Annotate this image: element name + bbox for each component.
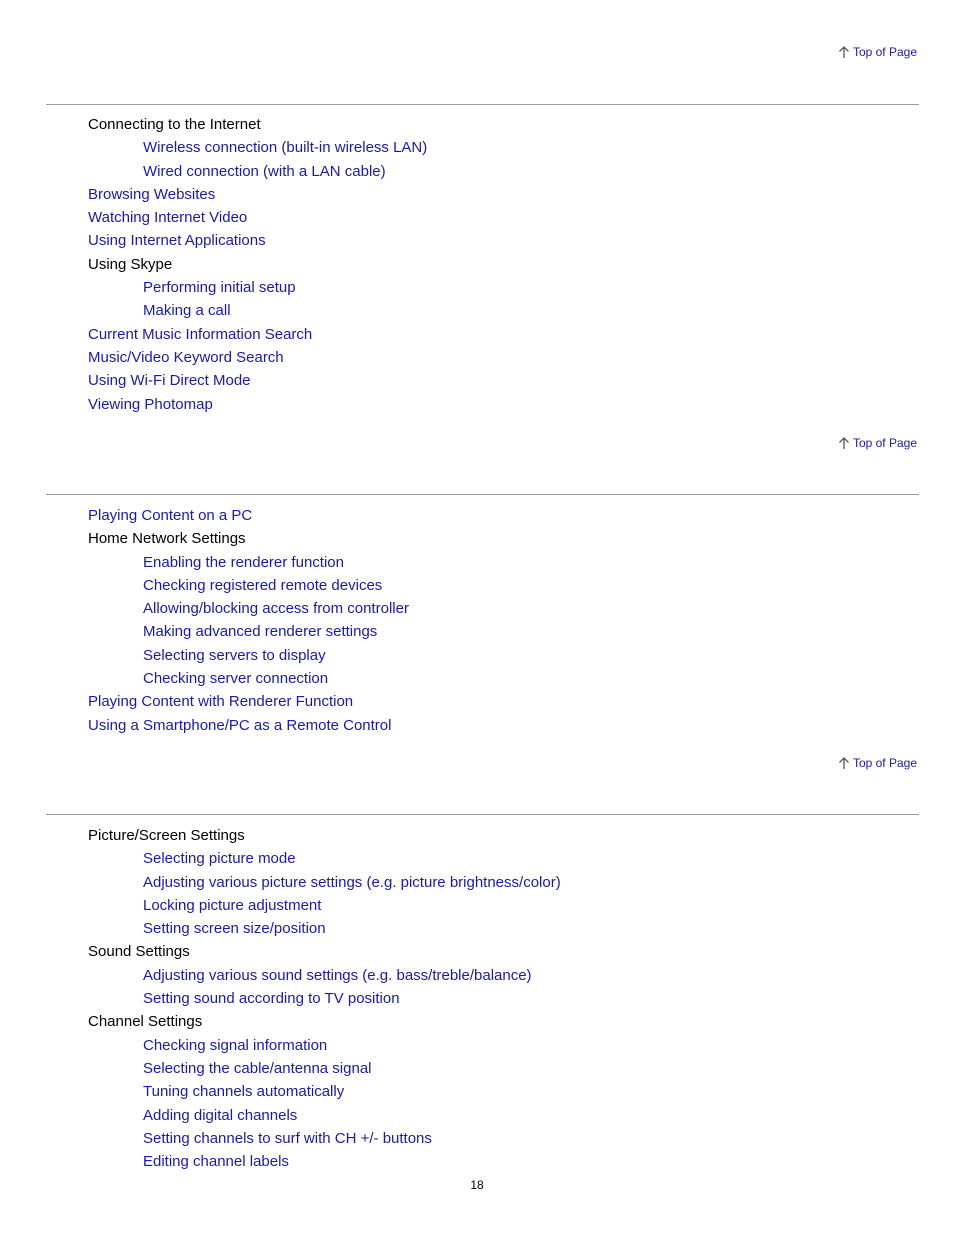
toc-link[interactable]: Setting screen size/position [143, 920, 326, 938]
top-of-page-link-1[interactable] [838, 45, 917, 59]
arrow-up-icon [838, 436, 850, 450]
toc-heading: Sound Settings [88, 943, 190, 961]
toc-link[interactable]: Tuning channels automatically [143, 1083, 345, 1101]
toc-link[interactable]: Performing initial setup [143, 279, 296, 297]
toc-link[interactable]: Music/Video Keyword Search [88, 348, 284, 366]
toc-link[interactable]: Setting sound according to TV position [143, 990, 400, 1008]
toc-link[interactable]: Using Internet Applications [88, 232, 266, 250]
toc-link[interactable]: Selecting servers to display [143, 646, 326, 664]
toc-link[interactable]: Checking registered remote devices [143, 576, 383, 594]
page-number: 18 [470, 1178, 484, 1192]
section-divider [46, 494, 919, 495]
top-of-page-link-3[interactable] [838, 756, 917, 770]
toc-link[interactable]: Setting channels to surf with CH +/- buttons [143, 1129, 432, 1147]
toc-link[interactable]: Locking picture adjustment [143, 896, 322, 914]
toc-link[interactable]: Wired connection (with a LAN cable) [143, 162, 386, 180]
toc-link[interactable]: Viewing Photomap [88, 395, 213, 413]
toc-heading: Home Network Settings [88, 530, 246, 548]
toc-link[interactable]: Browsing Websites [88, 185, 216, 203]
toc-link[interactable]: Current Music Information Search [88, 325, 313, 343]
toc-link[interactable]: Wireless connection (built-in wireless LAN) [143, 139, 428, 157]
toc-link[interactable]: Making a call [143, 302, 231, 320]
toc-link[interactable]: Adjusting various picture settings (e.g. picture brightness/color) [143, 873, 561, 891]
toc-link[interactable]: Editing channel labels [143, 1153, 289, 1171]
section-list-settings [88, 824, 561, 1173]
arrow-up-icon [838, 756, 850, 770]
section-list-internet [88, 113, 427, 416]
toc-link[interactable]: Checking server connection [143, 670, 329, 688]
toc-link[interactable]: Selecting picture mode [143, 850, 296, 868]
toc-link[interactable]: Checking signal information [143, 1036, 328, 1054]
top-of-page-label: Top of Page [852, 756, 917, 770]
toc-link[interactable]: Allowing/blocking access from controller [143, 600, 409, 618]
toc-link[interactable]: Adding digital channels [143, 1106, 298, 1124]
toc-heading: Using Skype [88, 255, 173, 273]
toc-link[interactable]: Enabling the renderer function [143, 553, 344, 571]
section-divider [46, 814, 919, 815]
toc-link[interactable]: Watching Internet Video [88, 209, 248, 227]
toc-link[interactable]: Using a Smartphone/PC as a Remote Control [88, 716, 392, 734]
toc-link[interactable]: Adjusting various sound settings (e.g. bass/treble/balance) [143, 966, 532, 984]
toc-link[interactable]: Playing Content with Renderer Function [88, 693, 354, 711]
toc-link[interactable]: Selecting the cable/antenna signal [143, 1059, 372, 1077]
section-list-home-network [88, 504, 409, 737]
toc-link[interactable]: Making advanced renderer settings [143, 623, 378, 641]
toc-heading: Channel Settings [88, 1013, 203, 1031]
toc-heading: Picture/Screen Settings [88, 827, 245, 844]
arrow-up-icon [838, 45, 850, 59]
toc-link[interactable]: Playing Content on a PC [88, 507, 253, 524]
toc-heading: Connecting to the Internet [88, 116, 261, 133]
top-of-page-link-2[interactable] [838, 436, 917, 450]
toc-link[interactable]: Using Wi-Fi Direct Mode [88, 372, 251, 390]
top-of-page-label: Top of Page [852, 436, 917, 450]
section-divider [46, 104, 919, 105]
top-of-page-label: Top of Page [852, 45, 917, 59]
